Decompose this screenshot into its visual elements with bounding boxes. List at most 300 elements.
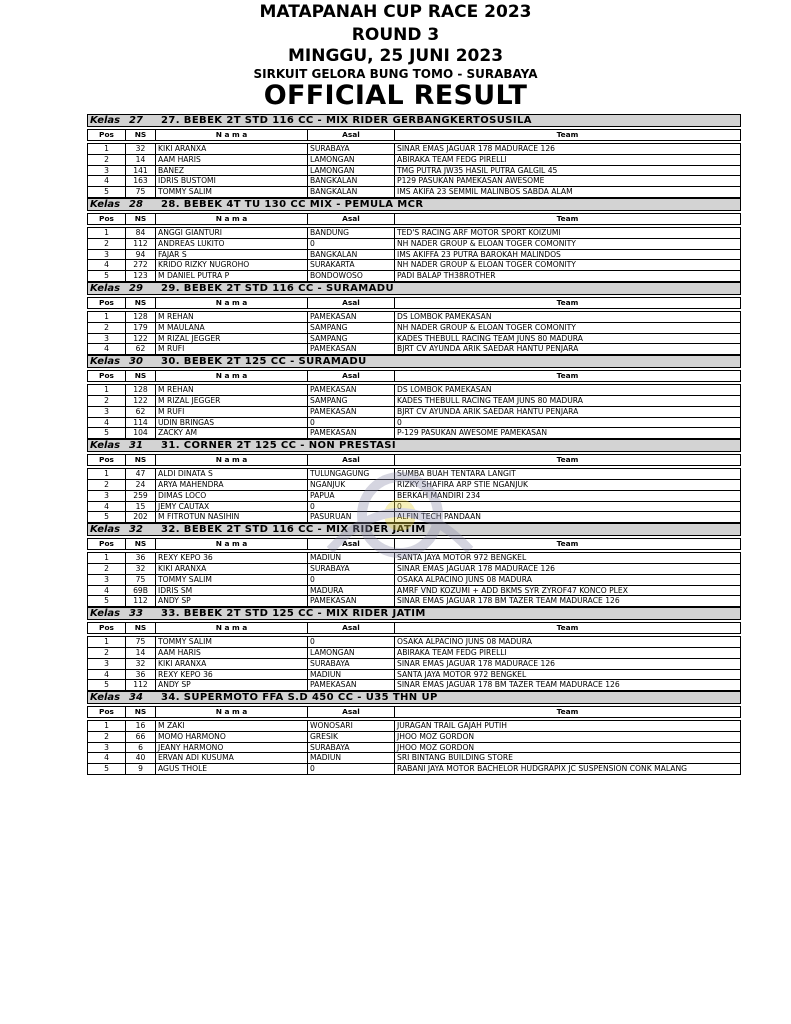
origin-cell: MADURA xyxy=(308,586,395,596)
category-header xyxy=(87,282,741,295)
table-row xyxy=(88,648,740,659)
table-row xyxy=(88,491,740,502)
ns-cell: 75 xyxy=(126,187,156,197)
col-pos-header: Pos xyxy=(88,539,126,549)
team-cell: AMRF VND KOZUMI + ADD BKMS SYR ZYROF47 KONCO PLEX xyxy=(397,585,628,595)
team-cell: BERKAH MANDIRI 234 xyxy=(397,490,481,500)
pos-cell: 2 xyxy=(88,155,126,165)
kelas-label: Kelas xyxy=(90,115,121,126)
pos-cell: 5 xyxy=(88,187,126,197)
column-header-row xyxy=(87,370,741,382)
table-row xyxy=(88,323,740,334)
class-title: 33. BEBEK 2T STD 125 CC - MIX RIDER JATIM xyxy=(161,608,426,620)
origin-cell: LAMONGAN xyxy=(308,155,395,165)
pos-cell: 5 xyxy=(88,428,126,438)
rider-name-cell: AAM HARIS xyxy=(156,155,308,165)
team-cell: SINAR EMAS JAGUAR 178 BM TAZER TEAM MADURACE 126 xyxy=(397,596,620,606)
col-team-header: Team xyxy=(556,623,579,633)
team-cell: SINAR EMAS JAGUAR 178 MADURACE 126 xyxy=(397,563,555,573)
col-nama-header: N a m a xyxy=(156,130,308,140)
origin-cell: SURABAYA xyxy=(308,743,395,753)
ns-cell: 66 xyxy=(126,732,156,742)
team-cell: JHOO MOZ GORDON xyxy=(397,731,475,741)
rider-name-cell: ANGGI GIANTURI xyxy=(156,228,308,238)
ns-cell: 75 xyxy=(126,575,156,585)
class-title: 31. CORNER 2T 125 CC - NON PRESTASI xyxy=(161,440,397,452)
pos-cell: 5 xyxy=(88,680,126,690)
col-pos-header: Pos xyxy=(88,455,126,465)
ns-cell: 259 xyxy=(126,491,156,501)
col-asal-header: Asal xyxy=(308,539,395,549)
origin-cell: SURAKARTA xyxy=(308,260,395,270)
category-header xyxy=(87,114,741,127)
team-cell: SRI BINTANG BUILDING STORE xyxy=(397,753,513,763)
pos-cell: 1 xyxy=(88,228,126,238)
origin-cell: 0 xyxy=(308,239,395,249)
col-ns-header: NS xyxy=(126,455,156,465)
ns-cell: 94 xyxy=(126,250,156,260)
ns-cell: 123 xyxy=(126,271,156,281)
col-ns-header: NS xyxy=(126,539,156,549)
pos-cell: 3 xyxy=(88,659,126,669)
kelas-label: Kelas xyxy=(90,608,121,620)
category-header xyxy=(87,198,741,211)
pos-cell: 3 xyxy=(88,575,126,585)
rider-name-cell: M FITROTUN NASIHIN xyxy=(156,512,308,522)
class-title: 27. BEBEK 2T STD 116 CC - MIX RIDER GERBANGKERTOSUSILA xyxy=(161,115,532,126)
col-nama-header: N a m a xyxy=(156,455,308,465)
col-pos-header: Pos xyxy=(88,130,126,140)
column-header-row xyxy=(87,297,741,309)
table-row xyxy=(88,637,740,648)
rider-name-cell: ANDY SP xyxy=(156,596,308,606)
results-table xyxy=(87,552,741,607)
rider-name-cell: DIMAS LOCO xyxy=(156,491,308,501)
ns-cell: 16 xyxy=(126,721,156,731)
pos-cell: 5 xyxy=(88,271,126,281)
pos-cell: 5 xyxy=(88,512,126,522)
col-asal-header: Asal xyxy=(308,298,395,308)
pos-cell: 3 xyxy=(88,407,126,417)
kelas-label: Kelas xyxy=(90,692,121,704)
rider-name-cell: ANDREAS LUKITO xyxy=(156,239,308,249)
category-header xyxy=(87,691,741,704)
pos-cell: 1 xyxy=(88,721,126,731)
column-header-row xyxy=(87,213,741,225)
rider-name-cell: KIKI ARANXA xyxy=(156,144,308,154)
col-nama-header: N a m a xyxy=(156,623,308,633)
team-cell: TMG PUTRA JW35 HASIL PUTRA GALGIL 45 xyxy=(397,165,558,175)
results-section xyxy=(87,114,741,198)
ns-cell: 272 xyxy=(126,260,156,270)
rider-name-cell: AAM HARIS xyxy=(156,648,308,658)
team-cell: NH NADER GROUP & ELOAN TOGER COMONITY xyxy=(397,238,576,248)
table-row xyxy=(88,144,740,155)
team-cell: OSAKA ALPACINO JUNS 08 MADURA xyxy=(397,637,532,647)
origin-cell: 0 xyxy=(308,764,395,774)
results-section xyxy=(87,607,741,691)
column-header-row xyxy=(87,129,741,141)
team-cell: PADI BALAP TH38ROTHER xyxy=(397,271,496,281)
rider-name-cell: ZACKY AM xyxy=(156,428,308,438)
table-row xyxy=(88,407,740,418)
table-row xyxy=(88,670,740,681)
pos-cell: 1 xyxy=(88,144,126,154)
col-team-header: Team xyxy=(556,455,579,465)
table-row xyxy=(88,732,740,743)
results-section xyxy=(87,355,741,439)
team-cell: SUMBA BUAH TENTARA LANGIT xyxy=(397,469,516,479)
team-cell: SINAR EMAS JAGUAR 178 MADURACE 126 xyxy=(397,658,555,668)
team-cell: RIZKY SHAFIRA ARP STIE NGANJUK xyxy=(397,479,528,489)
table-row xyxy=(88,344,740,355)
team-cell: IMS AKIFFA 23 PUTRA BAROKAH MALINDOS xyxy=(397,249,561,259)
team-cell: SANTA JAYA MOTOR 972 BENGKEL xyxy=(397,553,527,563)
ns-cell: 32 xyxy=(126,564,156,574)
rider-name-cell: M RUFI xyxy=(156,344,308,354)
team-cell: JHOO MOZ GORDON xyxy=(397,742,475,752)
pos-cell: 4 xyxy=(88,344,126,354)
ns-cell: 114 xyxy=(126,418,156,428)
ns-cell: 112 xyxy=(126,239,156,249)
pos-cell: 3 xyxy=(88,334,126,344)
ns-cell: 36 xyxy=(126,553,156,563)
table-row xyxy=(88,334,740,345)
table-row xyxy=(88,586,740,597)
table-row xyxy=(88,753,740,764)
col-team-header: Team xyxy=(556,297,579,307)
ns-cell: 104 xyxy=(126,428,156,438)
class-number: 32 xyxy=(129,524,143,536)
kelas-label: Kelas xyxy=(90,440,121,452)
table-row xyxy=(88,575,740,586)
col-pos-header: Pos xyxy=(88,298,126,308)
ns-cell: 6 xyxy=(126,743,156,753)
origin-cell: SAMPANG xyxy=(308,396,395,406)
class-title: 29. BEBEK 2T STD 116 CC - SURAMADU xyxy=(161,282,395,294)
event-date: MINGGU, 25 JUNI 2023 xyxy=(287,46,504,66)
origin-cell: PAMEKASAN xyxy=(308,385,395,395)
ns-cell: 128 xyxy=(126,312,156,322)
col-nama-header: N a m a xyxy=(156,214,308,224)
pos-cell: 5 xyxy=(88,764,126,774)
results-table xyxy=(87,636,741,691)
origin-cell: BANGKALAN xyxy=(308,250,395,260)
rider-name-cell: M RUFI xyxy=(156,407,308,417)
col-pos-header: Pos xyxy=(88,623,126,633)
pos-cell: 4 xyxy=(88,260,126,270)
results-section xyxy=(87,198,741,282)
team-cell: P129 PASUKAN PAMEKASAN AWESOME xyxy=(397,176,545,186)
col-asal-header: Asal xyxy=(308,371,395,381)
team-cell: ALFIN TECH PANDAAN xyxy=(397,512,481,522)
col-pos-header: Pos xyxy=(88,371,126,381)
rider-name-cell: KIKI ARANXA xyxy=(156,659,308,669)
col-nama-header: N a m a xyxy=(156,539,308,549)
round-label: ROUND 3 xyxy=(351,25,440,45)
rider-name-cell: UDIN BRINGAS xyxy=(156,418,308,428)
col-asal-header: Asal xyxy=(308,214,395,224)
class-number: 31 xyxy=(129,440,143,452)
origin-cell: PAMEKASAN xyxy=(308,312,395,322)
ns-cell: 32 xyxy=(126,659,156,669)
column-header-row xyxy=(87,706,741,718)
table-row xyxy=(88,680,740,691)
team-cell: DS LOMBOK PAMEKASAN xyxy=(397,385,492,395)
ns-cell: 9 xyxy=(126,764,156,774)
col-team-header: Team xyxy=(556,130,579,139)
col-ns-header: NS xyxy=(126,298,156,308)
rider-name-cell: ARYA MAHENDRA xyxy=(156,480,308,490)
results-table xyxy=(87,311,741,355)
origin-cell: SAMPANG xyxy=(308,323,395,333)
team-cell: NH NADER GROUP & ELOAN TOGER COMONITY xyxy=(397,322,576,332)
table-row xyxy=(88,480,740,491)
rider-name-cell: IDRIS BUSTOMI xyxy=(156,176,308,186)
pos-cell: 4 xyxy=(88,418,126,428)
col-ns-header: NS xyxy=(126,214,156,224)
rider-name-cell: MOMO HARMONO xyxy=(156,732,308,742)
column-header-row xyxy=(87,454,741,466)
results-table xyxy=(87,720,741,775)
col-nama-header: N a m a xyxy=(156,298,308,308)
table-row xyxy=(88,239,740,250)
pos-cell: 4 xyxy=(88,502,126,512)
col-team-header: Team xyxy=(556,707,579,717)
col-ns-header: NS xyxy=(126,130,156,140)
table-row xyxy=(88,564,740,575)
team-cell: KADES THEBULL RACING TEAM JUNS 80 MADURA xyxy=(397,395,583,405)
table-row xyxy=(88,396,740,407)
results-sections xyxy=(87,114,741,775)
ns-cell: 84 xyxy=(126,228,156,238)
results-table xyxy=(87,468,741,523)
team-cell: OSAKA ALPACINO JUNS 08 MADURA xyxy=(397,574,532,584)
table-row xyxy=(88,418,740,429)
table-row xyxy=(88,743,740,754)
pos-cell: 3 xyxy=(88,250,126,260)
class-number: 34 xyxy=(129,692,143,704)
ns-cell: 15 xyxy=(126,502,156,512)
table-row xyxy=(88,312,740,323)
table-row xyxy=(88,260,740,271)
ns-cell: 32 xyxy=(126,144,156,154)
team-cell: JURAGAN TRAIL GAJAH PUTIH xyxy=(397,721,507,731)
pos-cell: 2 xyxy=(88,323,126,333)
pos-cell: 1 xyxy=(88,385,126,395)
table-row xyxy=(88,228,740,239)
ns-cell: 202 xyxy=(126,512,156,522)
rider-name-cell: M MAULANA xyxy=(156,323,308,333)
col-asal-header: Asal xyxy=(308,707,395,717)
table-row xyxy=(88,469,740,480)
team-cell: SANTA JAYA MOTOR 972 BENGKEL xyxy=(397,669,527,679)
table-row xyxy=(88,271,740,282)
pos-cell: 2 xyxy=(88,732,126,742)
rider-name-cell: ANDY SP xyxy=(156,680,308,690)
results-table xyxy=(87,227,741,282)
col-pos-header: Pos xyxy=(88,707,126,717)
ns-cell: 141 xyxy=(126,166,156,176)
pos-cell: 5 xyxy=(88,596,126,606)
team-cell: SINAR EMAS JAGUAR 178 BM TAZER TEAM MADURACE 126 xyxy=(397,680,620,690)
origin-cell: 0 xyxy=(308,637,395,647)
col-ns-header: NS xyxy=(126,623,156,633)
table-row xyxy=(88,512,740,523)
pos-cell: 4 xyxy=(88,670,126,680)
rider-name-cell: JEMY CAUTAX xyxy=(156,502,308,512)
results-section xyxy=(87,282,741,355)
pos-cell: 2 xyxy=(88,564,126,574)
class-number: 28 xyxy=(129,198,143,210)
origin-cell: PAMEKASAN xyxy=(308,344,395,354)
rider-name-cell: REXY KEPO 36 xyxy=(156,670,308,680)
table-row xyxy=(88,187,740,198)
origin-cell: TULUNGAGUNG xyxy=(308,469,395,479)
pos-cell: 2 xyxy=(88,239,126,249)
ns-cell: 75 xyxy=(126,637,156,647)
class-title: 34. SUPERMOTO FFA S.D 450 CC - U35 THN UP xyxy=(161,692,438,704)
table-row xyxy=(88,250,740,261)
origin-cell: MADIUN xyxy=(308,753,395,763)
ns-cell: 14 xyxy=(126,155,156,165)
origin-cell: BANGKALAN xyxy=(308,176,395,186)
category-header xyxy=(87,439,741,452)
col-nama-header: N a m a xyxy=(156,707,308,717)
origin-cell: PAMEKASAN xyxy=(308,428,395,438)
rider-name-cell: IDRIS SM xyxy=(156,586,308,596)
table-row xyxy=(88,721,740,732)
class-title: 30. BEBEK 2T 125 CC - SURAMADU xyxy=(161,356,367,368)
table-row xyxy=(88,764,740,775)
pos-cell: 2 xyxy=(88,648,126,658)
col-asal-header: Asal xyxy=(308,130,395,140)
ns-cell: 128 xyxy=(126,385,156,395)
table-row xyxy=(88,502,740,513)
rider-name-cell: KRIDO RIZKY NUGROHO xyxy=(156,260,308,270)
pos-cell: 3 xyxy=(88,166,126,176)
table-row xyxy=(88,166,740,177)
col-pos-header: Pos xyxy=(88,214,126,224)
pos-cell: 4 xyxy=(88,586,126,596)
team-cell: DS LOMBOK PAMEKASAN xyxy=(397,311,492,321)
rider-name-cell: M RIZAL JEGGER xyxy=(156,334,308,344)
results-section xyxy=(87,439,741,523)
origin-cell: PAPUA xyxy=(308,491,395,501)
team-cell: RABANI JAYA MOTOR BACHELOR HUDGRAPIX JC SUSPENSION CONK MALANG xyxy=(397,764,688,774)
pos-cell: 2 xyxy=(88,480,126,490)
results-section xyxy=(87,523,741,607)
ns-cell: 14 xyxy=(126,648,156,658)
results-table xyxy=(87,143,741,198)
table-row xyxy=(88,596,740,607)
event-title: MATAPANAH CUP RACE 2023 xyxy=(259,2,532,22)
team-cell: IMS AKIFA 23 SEMMIL MALINBOS SABDA ALAM xyxy=(397,187,573,197)
results-section xyxy=(87,691,741,775)
official-result-heading: OFFICIAL RESULT xyxy=(263,80,528,111)
origin-cell: NGANJUK xyxy=(308,480,395,490)
column-header-row xyxy=(87,538,741,550)
origin-cell: PAMEKASAN xyxy=(308,680,395,690)
origin-cell: LAMONGAN xyxy=(308,648,395,658)
rider-name-cell: BANEZ xyxy=(156,166,308,176)
rider-name-cell: KIKI ARANXA xyxy=(156,564,308,574)
ns-cell: 62 xyxy=(126,407,156,417)
origin-cell: LAMONGAN xyxy=(308,166,395,176)
col-ns-header: NS xyxy=(126,371,156,381)
ns-cell: 36 xyxy=(126,670,156,680)
rider-name-cell: JEANY HARMONO xyxy=(156,743,308,753)
team-cell: 0 xyxy=(397,417,402,427)
origin-cell: MADIUN xyxy=(308,553,395,563)
team-cell: ABIRAKA TEAM FEDG PIRELLI xyxy=(397,647,507,657)
ns-cell: 24 xyxy=(126,480,156,490)
table-row xyxy=(88,385,740,396)
pos-cell: 1 xyxy=(88,553,126,563)
rider-name-cell: TOMMY SALIM xyxy=(156,187,308,197)
origin-cell: 0 xyxy=(308,502,395,512)
rider-name-cell: ALDI DINATA S xyxy=(156,469,308,479)
origin-cell: MADIUN xyxy=(308,670,395,680)
results-table xyxy=(87,384,741,439)
col-asal-header: Asal xyxy=(308,623,395,633)
ns-cell: 69B xyxy=(126,586,156,596)
table-row xyxy=(88,155,740,166)
rider-name-cell: REXY KEPO 36 xyxy=(156,553,308,563)
ns-cell: 179 xyxy=(126,323,156,333)
origin-cell: BANDUNG xyxy=(308,228,395,238)
origin-cell: BONDOWOSO xyxy=(308,271,395,281)
col-nama-header: N a m a xyxy=(156,371,308,381)
col-team-header: Team xyxy=(556,539,579,549)
rider-name-cell: TOMMY SALIM xyxy=(156,637,308,647)
col-asal-header: Asal xyxy=(308,455,395,465)
ns-cell: 40 xyxy=(126,753,156,763)
table-row xyxy=(88,176,740,187)
pos-cell: 2 xyxy=(88,396,126,406)
origin-cell: SURABAYA xyxy=(308,659,395,669)
class-number: 29 xyxy=(129,282,143,294)
rider-name-cell: M ZAKI xyxy=(156,721,308,731)
table-row xyxy=(88,553,740,564)
origin-cell: SURABAYA xyxy=(308,144,395,154)
kelas-label: Kelas xyxy=(90,282,121,294)
class-number: 33 xyxy=(129,608,143,620)
team-cell: BJRT CV AYUNDA ARIK SAEDAR HANTU PENJARA xyxy=(397,406,579,416)
ns-cell: 122 xyxy=(126,396,156,406)
pos-cell: 1 xyxy=(88,637,126,647)
pos-cell: 1 xyxy=(88,469,126,479)
ns-cell: 62 xyxy=(126,344,156,354)
ns-cell: 122 xyxy=(126,334,156,344)
rider-name-cell: ERVAN ADI KUSUMA xyxy=(156,753,308,763)
team-cell: KADES THEBULL RACING TEAM JUNS 80 MADURA xyxy=(397,333,583,343)
team-cell: NH NADER GROUP & ELOAN TOGER COMONITY xyxy=(397,260,576,270)
team-cell: P-129 PASUKAN AWESOME PAMEKASAN xyxy=(397,428,548,438)
rider-name-cell: AGUS THOLE xyxy=(156,764,308,774)
origin-cell: GRESIK xyxy=(308,732,395,742)
origin-cell: BANGKALAN xyxy=(308,187,395,197)
rider-name-cell: M REHAN xyxy=(156,385,308,395)
origin-cell: SAMPANG xyxy=(308,334,395,344)
origin-cell: 0 xyxy=(308,418,395,428)
rider-name-cell: M DANIEL PUTRA P xyxy=(156,271,308,281)
column-header-row xyxy=(87,622,741,634)
rider-name-cell: FAJAR S xyxy=(156,250,308,260)
origin-cell: 0 xyxy=(308,575,395,585)
team-cell: BJRT CV AYUNDA ARIK SAEDAR HANTU PENJARA xyxy=(397,344,579,354)
rider-name-cell: M RIZAL JEGGER xyxy=(156,396,308,406)
